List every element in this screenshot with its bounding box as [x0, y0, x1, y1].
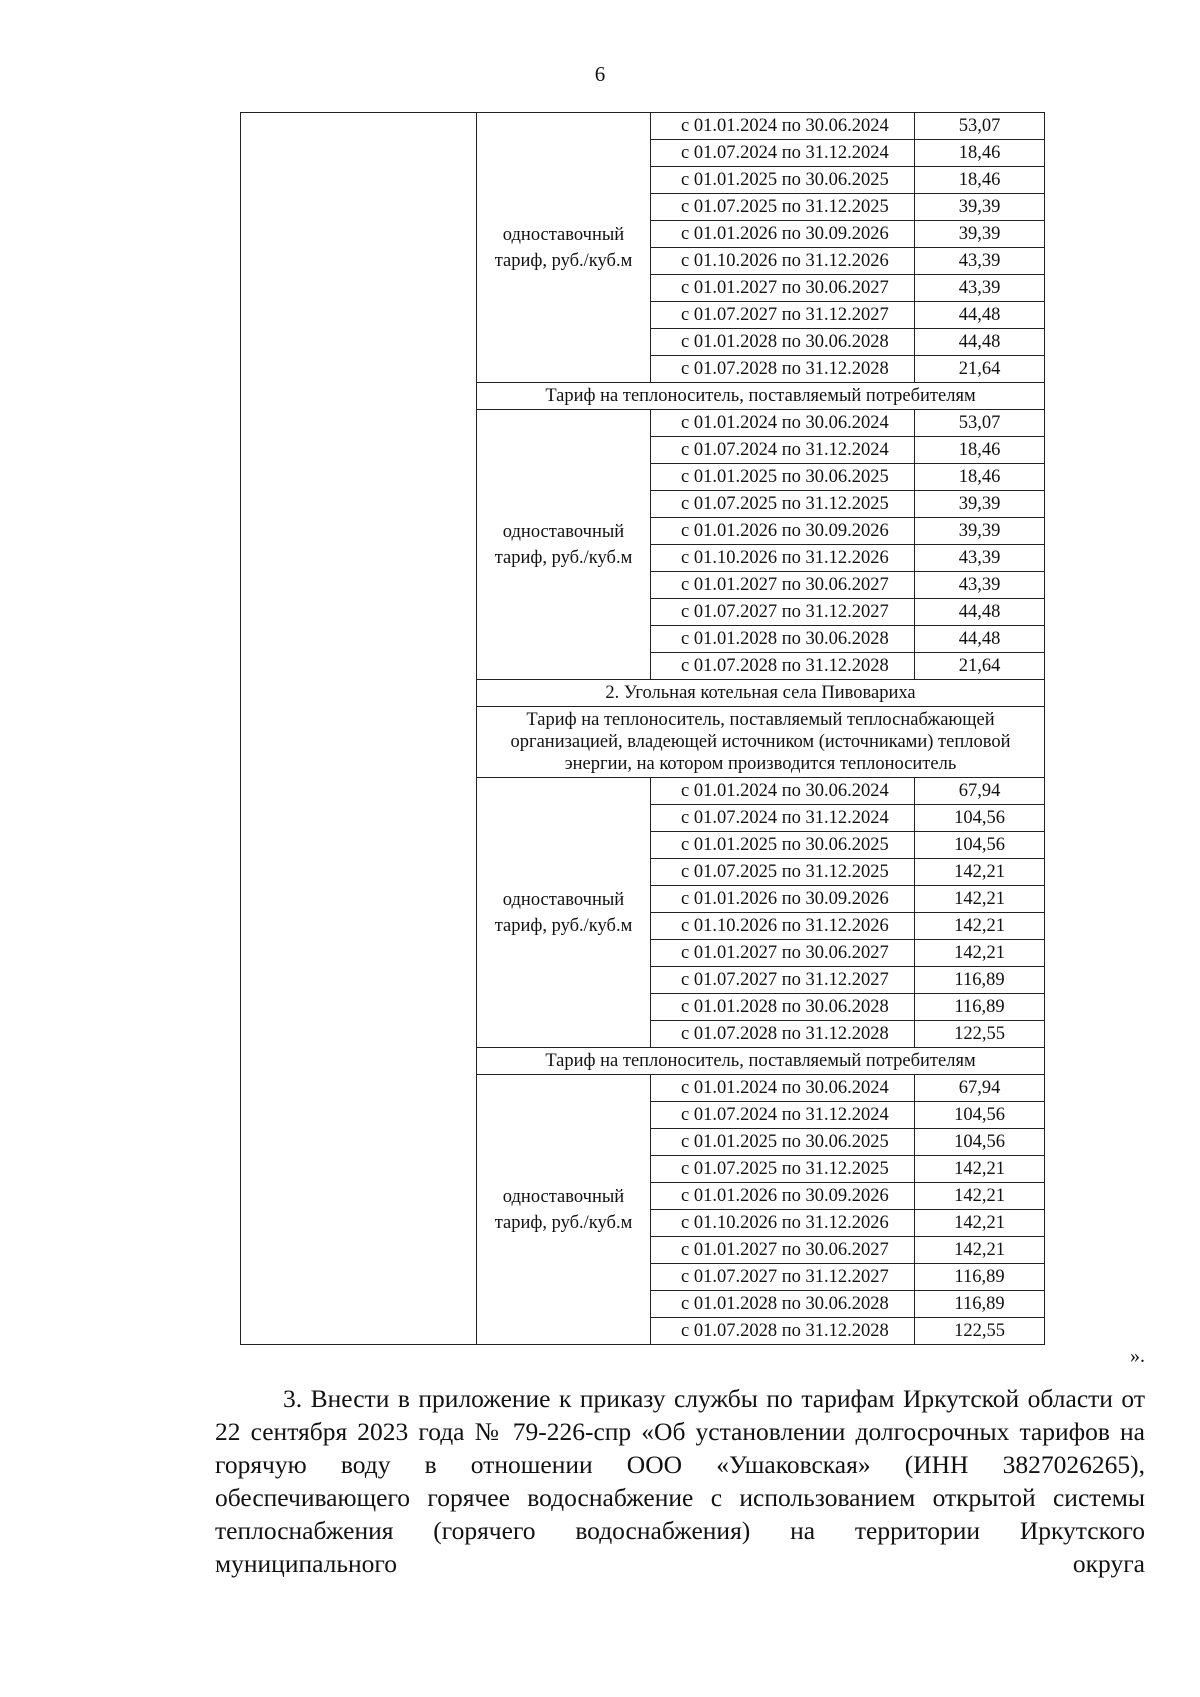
- value-cell: 53,07: [915, 410, 1045, 437]
- closing-quote: ».: [1130, 1345, 1145, 1367]
- value-cell: 116,89: [915, 994, 1045, 1021]
- value-cell: 39,39: [915, 518, 1045, 545]
- value-cell: 67,94: [915, 1075, 1045, 1102]
- period-cell: с 01.01.2024 по 30.06.2024: [651, 113, 915, 140]
- period-cell: с 01.07.2025 по 31.12.2025: [651, 491, 915, 518]
- period-cell: с 01.07.2027 по 31.12.2027: [651, 599, 915, 626]
- table-blank-column: [241, 113, 477, 1345]
- period-cell: с 01.07.2025 по 31.12.2025: [651, 859, 915, 886]
- period-cell: с 01.01.2026 по 30.09.2026: [651, 518, 915, 545]
- period-cell: с 01.01.2024 по 30.06.2024: [651, 410, 915, 437]
- value-cell: 142,21: [915, 1156, 1045, 1183]
- period-cell: с 01.01.2025 по 30.06.2025: [651, 167, 915, 194]
- value-cell: 116,89: [915, 1264, 1045, 1291]
- value-cell: 39,39: [915, 491, 1045, 518]
- tariff-type-label: одноставочный тариф, руб./куб.м: [477, 778, 651, 1048]
- period-cell: с 01.07.2028 по 31.12.2028: [651, 1021, 915, 1048]
- period-cell: с 01.01.2025 по 30.06.2025: [651, 832, 915, 859]
- value-cell: 44,48: [915, 302, 1045, 329]
- value-cell: 43,39: [915, 275, 1045, 302]
- value-cell: 104,56: [915, 805, 1045, 832]
- value-cell: 44,48: [915, 599, 1045, 626]
- value-cell: 122,55: [915, 1021, 1045, 1048]
- period-cell: с 01.07.2027 по 31.12.2027: [651, 967, 915, 994]
- period-cell: с 01.01.2028 по 30.06.2028: [651, 1291, 915, 1318]
- value-cell: 21,64: [915, 653, 1045, 680]
- period-cell: с 01.07.2027 по 31.12.2027: [651, 302, 915, 329]
- period-cell: с 01.01.2027 по 30.06.2027: [651, 940, 915, 967]
- block-header: Тариф на теплоноситель, поставляемый потребителям: [477, 383, 1045, 410]
- period-cell: с 01.01.2025 по 30.06.2025: [651, 1129, 915, 1156]
- period-cell: с 01.10.2026 по 31.12.2026: [651, 545, 915, 572]
- period-cell: с 01.10.2026 по 31.12.2026: [651, 913, 915, 940]
- period-cell: с 01.07.2028 по 31.12.2028: [651, 1318, 915, 1345]
- value-cell: 39,39: [915, 194, 1045, 221]
- value-cell: 104,56: [915, 832, 1045, 859]
- tariff-type-label: одноставочный тариф, руб./куб.м: [477, 113, 651, 383]
- period-cell: с 01.10.2026 по 31.12.2026: [651, 248, 915, 275]
- period-cell: с 01.07.2024 по 31.12.2024: [651, 437, 915, 464]
- period-cell: с 01.07.2028 по 31.12.2028: [651, 653, 915, 680]
- period-cell: с 01.10.2026 по 31.12.2026: [651, 1210, 915, 1237]
- value-cell: 142,21: [915, 913, 1045, 940]
- period-cell: с 01.01.2027 по 30.06.2027: [651, 572, 915, 599]
- period-cell: с 01.01.2027 по 30.06.2027: [651, 1237, 915, 1264]
- value-cell: 116,89: [915, 1291, 1045, 1318]
- period-cell: с 01.01.2027 по 30.06.2027: [651, 275, 915, 302]
- value-cell: 18,46: [915, 464, 1045, 491]
- period-cell: с 01.07.2028 по 31.12.2028: [651, 356, 915, 383]
- value-cell: 39,39: [915, 221, 1045, 248]
- value-cell: 122,55: [915, 1318, 1045, 1345]
- value-cell: 104,56: [915, 1129, 1045, 1156]
- period-cell: с 01.01.2024 по 30.06.2024: [651, 778, 915, 805]
- value-cell: 67,94: [915, 778, 1045, 805]
- block-header: Тариф на теплоноситель, поставляемый потребителям: [477, 1048, 1045, 1075]
- table-row: [241, 113, 1045, 140]
- period-cell: с 01.01.2025 по 30.06.2025: [651, 464, 915, 491]
- period-cell: с 01.01.2028 по 30.06.2028: [651, 329, 915, 356]
- period-cell: с 01.07.2024 по 31.12.2024: [651, 1102, 915, 1129]
- block-header: Тариф на теплоноситель, поставляемый теплоснабжающей организацией, владеющей источником (источниками) тепловой энергии, на котором производится теплоноситель: [477, 707, 1045, 778]
- tariff-table: [240, 112, 1045, 1345]
- period-cell: с 01.01.2028 по 30.06.2028: [651, 994, 915, 1021]
- value-cell: 53,07: [915, 113, 1045, 140]
- period-cell: с 01.07.2025 по 31.12.2025: [651, 1156, 915, 1183]
- period-cell: с 01.01.2026 по 30.09.2026: [651, 221, 915, 248]
- period-cell: с 01.01.2026 по 30.09.2026: [651, 1183, 915, 1210]
- value-cell: 44,48: [915, 626, 1045, 653]
- value-cell: 43,39: [915, 248, 1045, 275]
- section-title: 2. Угольная котельная села Пивовариха: [477, 680, 1045, 707]
- value-cell: 43,39: [915, 545, 1045, 572]
- paragraph-3: 3. Внести в приложение к приказу службы по тарифам Иркутской области от 22 сентября 2023 года № 79-226-спр «Об установлении долгосрочных тарифов на горячую воду в отношении ООО «Ушаковская» (ИНН 3827026265), обеспечивающего горячее водоснабжение с использованием открытой системы теплоснабжения (горячего водоснабжения) на территории Иркутского муниципального округа: [215, 1384, 1145, 1578]
- value-cell: 142,21: [915, 940, 1045, 967]
- period-cell: с 01.01.2024 по 30.06.2024: [651, 1075, 915, 1102]
- value-cell: 44,48: [915, 329, 1045, 356]
- value-cell: 116,89: [915, 967, 1045, 994]
- tariff-type-label: одноставочный тариф, руб./куб.м: [477, 1075, 651, 1345]
- period-cell: с 01.07.2024 по 31.12.2024: [651, 140, 915, 167]
- tariff-type-label: одноставочный тариф, руб./куб.м: [477, 410, 651, 680]
- page-number: 6: [594, 62, 606, 86]
- value-cell: 18,46: [915, 140, 1045, 167]
- value-cell: 104,56: [915, 1102, 1045, 1129]
- value-cell: 21,64: [915, 356, 1045, 383]
- value-cell: 18,46: [915, 437, 1045, 464]
- value-cell: 142,21: [915, 859, 1045, 886]
- period-cell: с 01.01.2026 по 30.09.2026: [651, 886, 915, 913]
- period-cell: с 01.07.2025 по 31.12.2025: [651, 194, 915, 221]
- value-cell: 142,21: [915, 1210, 1045, 1237]
- value-cell: 142,21: [915, 1183, 1045, 1210]
- value-cell: 142,21: [915, 886, 1045, 913]
- value-cell: 43,39: [915, 572, 1045, 599]
- period-cell: с 01.07.2024 по 31.12.2024: [651, 805, 915, 832]
- period-cell: с 01.07.2027 по 31.12.2027: [651, 1264, 915, 1291]
- period-cell: с 01.01.2028 по 30.06.2028: [651, 626, 915, 653]
- value-cell: 18,46: [915, 167, 1045, 194]
- value-cell: 142,21: [915, 1237, 1045, 1264]
